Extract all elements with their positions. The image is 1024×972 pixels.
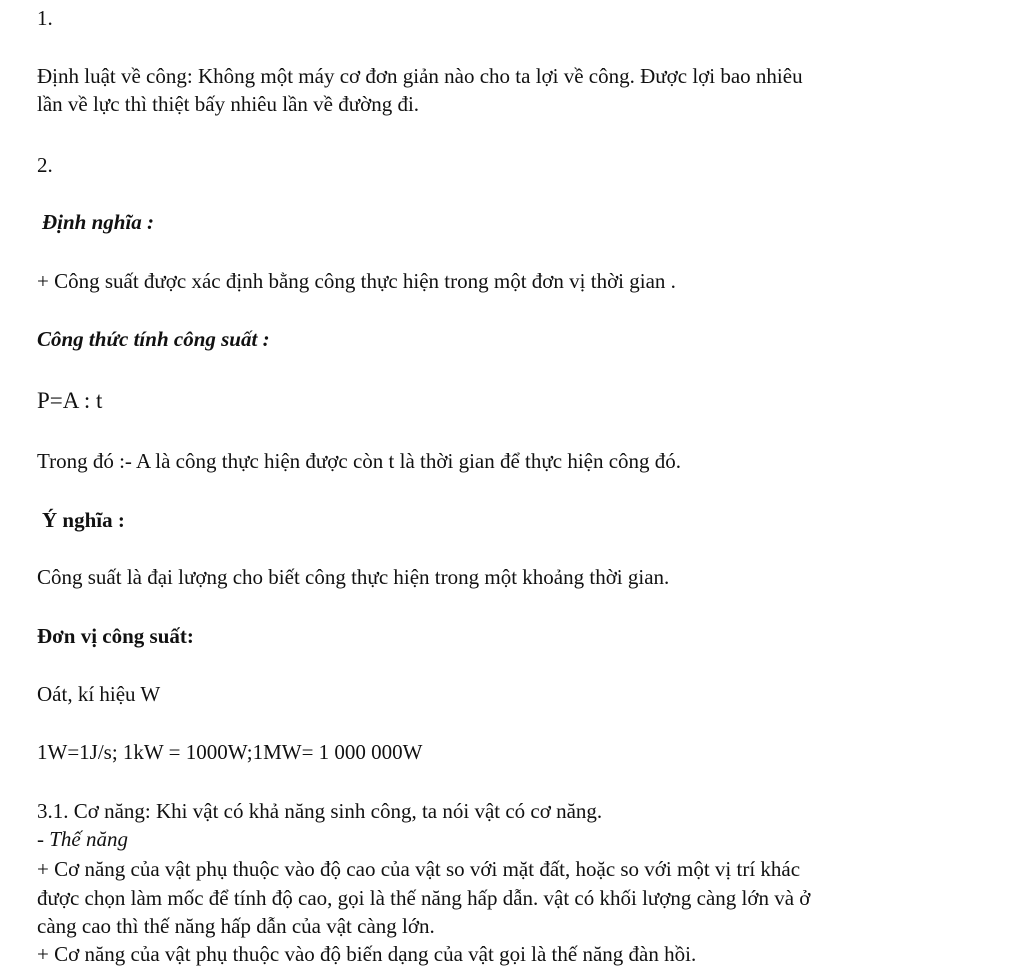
mechanical-energy-intro: 3.1. Cơ năng: Khi vật có khả năng sinh công, ta nói vật có cơ năng.	[37, 799, 603, 823]
work-law-line-2: lần về lực thì thiệt bấy nhiêu lần về đường đi.	[37, 92, 420, 116]
gravitational-potential-line-2: được chọn làm mốc để tính độ cao, gọi là thế năng hấp dẫn. vật có khối lượng càng lớn và ở	[37, 886, 811, 910]
meaning-heading: Ý nghĩa :	[42, 508, 125, 532]
work-law-line-1: Định luật về công: Không một máy cơ đơn giản nào cho ta lợi về công. Được lợi bao nhiêu	[37, 64, 803, 88]
section-1-number: 1.	[37, 6, 53, 30]
formula-explanation: Trong đó :- A là công thực hiện được còn t là thời gian để thực hiện công đó.	[37, 449, 682, 473]
definition-heading: Định nghĩa :	[42, 210, 155, 234]
unit-conversion: 1W=1J/s; 1kW = 1000W;1MW= 1 000 000W	[37, 740, 423, 764]
unit-text: Oát, kí hiệu W	[37, 682, 161, 706]
unit-heading: Đơn vị công suất:	[37, 624, 194, 648]
gravitational-potential-line-3: càng cao thì thế năng hấp dẫn của vật càng lớn.	[37, 914, 435, 938]
definition-text: + Công suất được xác định bằng công thực hiện trong một đơn vị thời gian .	[37, 269, 676, 293]
gravitational-potential-line-1: + Cơ năng của vật phụ thuộc vào độ cao của vật so với mặt đất, hoặc so với một vị trí khác	[37, 857, 801, 881]
power-formula: P=A : t	[37, 388, 103, 413]
section-2-number: 2.	[37, 153, 53, 177]
elastic-potential-line: + Cơ năng của vật phụ thuộc vào độ biến dạng của vật gọi là thế năng đàn hồi.	[37, 942, 697, 966]
formula-heading: Công thức tính công suất :	[37, 327, 270, 351]
meaning-text: Công suất là đại lượng cho biết công thực hiện trong một khoảng thời gian.	[37, 565, 670, 589]
potential-energy-heading: - Thế năng	[37, 827, 128, 851]
